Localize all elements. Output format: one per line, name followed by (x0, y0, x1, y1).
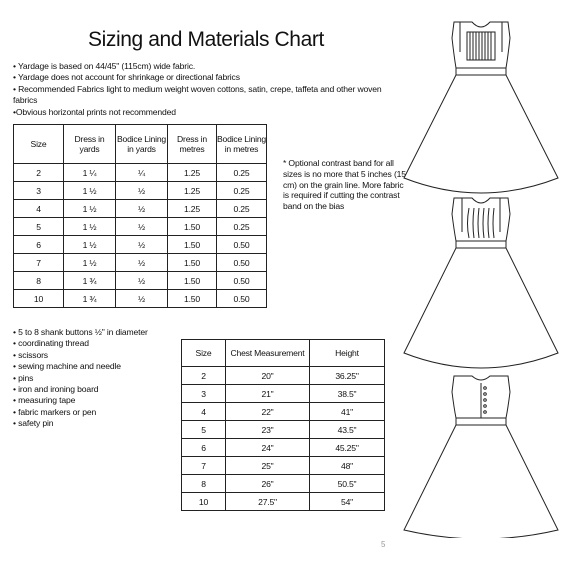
column-header: Dress in yards (64, 125, 116, 164)
note-item: • Recommended Fabrics light to medium weight woven cottons, satin, crepe, taffeta and other woven fabrics (13, 83, 382, 106)
dress-gathered-bodice-illustration (404, 198, 558, 368)
table-cell: 0.50 (217, 290, 267, 308)
list-item: • scissors (13, 349, 48, 360)
table-cell: 25" (226, 457, 310, 475)
table-cell: 1.50 (168, 290, 217, 308)
table-cell: 1 ½ (64, 200, 116, 218)
table-cell: 1 ¼ (64, 164, 116, 182)
table-cell: 1.50 (168, 218, 217, 236)
table-row (14, 254, 267, 272)
table-row (182, 385, 385, 403)
table-cell: 22" (226, 403, 310, 421)
supplies-list (13, 327, 183, 430)
table-cell: 6 (14, 236, 64, 254)
table-row (14, 290, 267, 308)
table-cell: ½ (116, 218, 168, 236)
page-number: 5 (381, 540, 386, 549)
table-cell: 1 ¾ (64, 290, 116, 308)
column-header: Dress in metres (168, 125, 217, 164)
table-cell: 7 (14, 254, 64, 272)
fabric-notes (13, 61, 408, 118)
table-row (14, 182, 267, 200)
table-cell: 1 ½ (64, 182, 116, 200)
table-cell: 6 (182, 439, 226, 457)
yardage-table (13, 124, 267, 308)
table-cell: 45.25" (310, 439, 385, 457)
table-header-row (182, 340, 385, 367)
table-cell: 1 ½ (64, 254, 116, 272)
list-item: • pins (13, 372, 34, 383)
table-cell: 50.5" (310, 475, 385, 493)
column-header: Height (310, 340, 385, 367)
table-cell: 0.50 (217, 254, 267, 272)
note-item: •Obvious horizontal prints not recommended (13, 106, 176, 117)
list-item: • 5 to 8 shank buttons ½" in diameter (13, 327, 148, 337)
table-cell: 3 (14, 182, 64, 200)
table-cell: ½ (116, 200, 168, 218)
table-cell: 1 ½ (64, 218, 116, 236)
column-header: Bodice Lining in metres (217, 125, 267, 164)
table-cell: 5 (14, 218, 64, 236)
table-cell: 4 (182, 403, 226, 421)
column-header: Chest Measurement (226, 340, 310, 367)
table-cell: 2 (14, 164, 64, 182)
table-cell: 1.50 (168, 272, 217, 290)
table-cell: 24" (226, 439, 310, 457)
table-cell: 41" (310, 403, 385, 421)
table-cell: 2 (182, 367, 226, 385)
table-cell: 8 (14, 272, 64, 290)
list-item: • coordinating thread (13, 338, 89, 349)
table-row (14, 164, 267, 182)
table-cell: 1.50 (168, 236, 217, 254)
table-cell: 0.25 (217, 182, 267, 200)
table-cell: 10 (14, 290, 64, 308)
table-row (14, 200, 267, 218)
table-cell: 0.50 (217, 272, 267, 290)
table-cell: 0.25 (217, 200, 267, 218)
column-header: Size (14, 125, 64, 164)
column-header: Bodice Lining in yards (116, 125, 168, 164)
table-cell: 7 (182, 457, 226, 475)
table-cell: 27.5" (226, 493, 310, 511)
dress-back-buttons-illustration (404, 376, 558, 538)
table-cell: 0.25 (217, 164, 267, 182)
table-cell: ½ (116, 272, 168, 290)
column-header: Size (182, 340, 226, 367)
table-cell: 4 (14, 200, 64, 218)
table-row (182, 367, 385, 385)
table-row (182, 421, 385, 439)
note-item: • Yardage does not account for shrinkage or directional fabrics (13, 72, 240, 83)
table-cell: 0.25 (217, 218, 267, 236)
table-cell: 8 (182, 475, 226, 493)
table-header-row (14, 125, 267, 164)
table-cell: 48" (310, 457, 385, 475)
table-cell: ½ (116, 236, 168, 254)
table-cell: 26" (226, 475, 310, 493)
dress-front-pintucks-illustration (404, 22, 558, 193)
table-cell: 1 ¾ (64, 272, 116, 290)
table-cell: 0.50 (217, 236, 267, 254)
table-cell: 36.25" (310, 367, 385, 385)
table-cell: ½ (116, 254, 168, 272)
table-cell: 38.5" (310, 385, 385, 403)
table-cell: 23" (226, 421, 310, 439)
table-cell: 5 (182, 421, 226, 439)
table-cell: 3 (182, 385, 226, 403)
list-item: • iron and ironing board (13, 384, 99, 395)
table-row (182, 493, 385, 511)
table-row (182, 457, 385, 475)
list-item: • measuring tape (13, 395, 76, 406)
size-measurement-table (181, 339, 385, 511)
table-row (182, 439, 385, 457)
table-row (14, 272, 267, 290)
table-cell: ¼ (116, 164, 168, 182)
list-item: • sewing machine and needle (13, 361, 121, 372)
table-cell: 1.25 (168, 164, 217, 182)
page-title: Sizing and Materials Chart (88, 28, 324, 51)
note-item: • Yardage is based on 44/45" (115cm) wide fabric. (13, 61, 196, 71)
table-cell: ½ (116, 182, 168, 200)
table-cell: 1.50 (168, 254, 217, 272)
table-row (182, 403, 385, 421)
table-cell: 1 ½ (64, 236, 116, 254)
contrast-band-note: * Optional contrast band for all sizes is no more that 5 inches (15 cm) on the grain line. More fabric is required if cutting the contrast band on the bias (283, 158, 406, 212)
table-row (182, 475, 385, 493)
table-row (14, 236, 267, 254)
list-item: • safety pin (13, 418, 54, 429)
table-cell: 10 (182, 493, 226, 511)
table-cell: 54" (310, 493, 385, 511)
dress-illustrations (396, 8, 566, 538)
table-cell: 1.25 (168, 182, 217, 200)
table-cell: 43.5" (310, 421, 385, 439)
list-item: • fabric markers or pen (13, 406, 97, 417)
table-cell: 21" (226, 385, 310, 403)
table-row (14, 218, 267, 236)
table-cell: ½ (116, 290, 168, 308)
table-cell: 1.25 (168, 200, 217, 218)
table-cell: 20" (226, 367, 310, 385)
